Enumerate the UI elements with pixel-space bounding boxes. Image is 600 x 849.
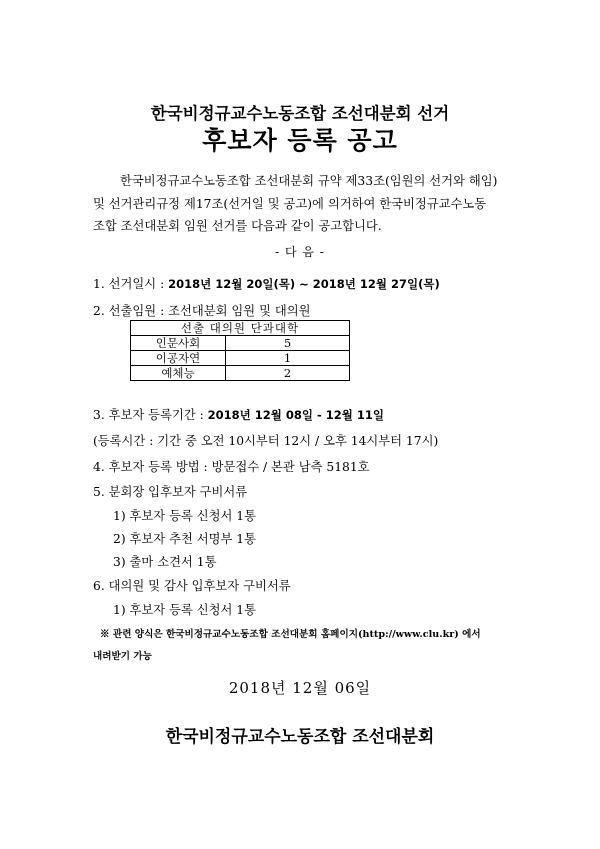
delegate-count: 1: [226, 351, 350, 366]
section-marker: - 다 음 -: [275, 245, 325, 259]
election-dates-value: 2018년 12월 20일(목) ~ 2018년 12월 27일(목): [168, 277, 440, 291]
note-line-1: ※ 관련 양식은 한국비정규교수노동조합 조선대분회 홈페이지(http://www.clu.kr) 에서: [100, 629, 481, 640]
item-registration-period: [93, 405, 384, 423]
list-item: 2) 후보자 추천 서명부 1통: [113, 532, 256, 546]
college-name: 이공자연: [131, 351, 226, 366]
organization-title: 한국비정규교수노동조합 조선대분회 선거: [150, 104, 450, 123]
item-election-dates: [93, 274, 440, 292]
table-row: [131, 351, 350, 366]
college-name: 인문사회: [131, 336, 226, 351]
intro-line-2: 및 선거관리규정 제17조(선거일 및 공고)에 의거하여 한국비정규교수노동: [93, 197, 487, 211]
signature-organization: 한국비정규교수노동조합 조선대분회: [165, 727, 435, 747]
delegate-table: [130, 320, 350, 381]
page-title: 후보자 등록 공고: [202, 126, 398, 155]
item-delegate-documents: 6. 대의원 및 감사 입후보자 구비서류: [93, 579, 291, 593]
intro-line-3: 조합 조선대분회 임원 선거를 다음과 같이 공고합니다.: [93, 219, 382, 233]
item-registration-method: 4. 후보자 등록 방법 : 방문접수 / 본관 남측 5181호: [93, 460, 370, 474]
list-item: 3) 출마 소견서 1통: [113, 555, 217, 569]
registration-period-value: 2018년 12월 08일 - 12월 11일: [207, 408, 385, 422]
item-elected-officers: 2. 선출임원 : 조선대분회 임원 및 대의원: [93, 304, 311, 318]
delegate-count: 5: [226, 336, 350, 351]
delegate-table-header: 선출 대의원 단과대학: [131, 321, 350, 336]
intro-line-1: 한국비정규교수노동조합 조선대분회 규약 제33조(임원의 선거와 해임): [120, 174, 498, 188]
delegate-count: 2: [226, 366, 350, 381]
note-line-2: 내려받기 가능: [93, 651, 152, 662]
item-chair-documents: 5. 분회장 입후보자 구비서류: [93, 485, 248, 499]
list-item: 1) 후보자 등록 신청서 1통: [113, 509, 256, 523]
election-dates-label: 1. 선거일시 :: [93, 277, 169, 291]
announcement-date: 2018년 12월 06일: [228, 679, 372, 697]
registration-period-label: 3. 후보자 등록기간 :: [93, 408, 208, 422]
table-row: [131, 336, 350, 351]
list-item: 1) 후보자 등록 신청서 1통: [113, 603, 256, 617]
table-row: [131, 366, 350, 381]
college-name: 예체능: [131, 366, 226, 381]
item-registration-hours: (등록시간 : 기간 중 오전 10시부터 12시 / 오후 14시부터 17시): [93, 434, 439, 448]
delegate-table-header-row: [131, 321, 350, 336]
